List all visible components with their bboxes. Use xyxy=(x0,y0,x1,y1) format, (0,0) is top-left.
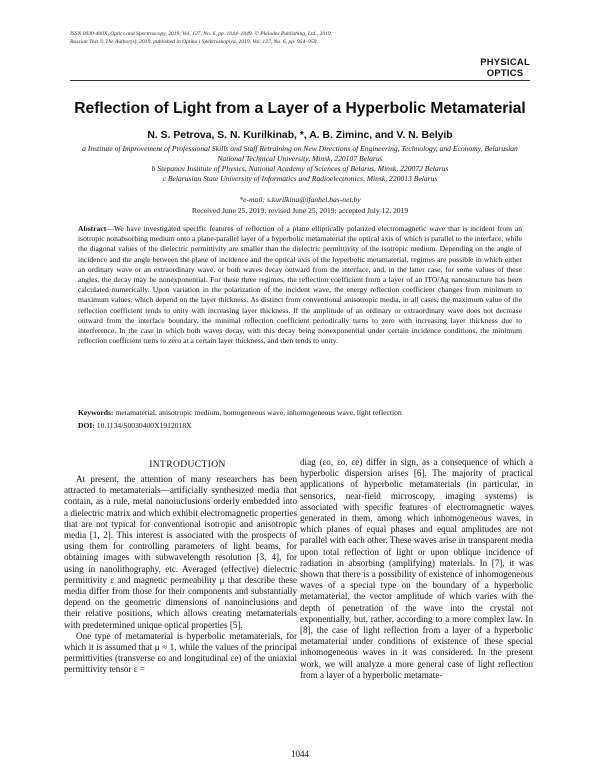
introduction-heading: INTRODUCTION xyxy=(149,460,226,470)
keywords xyxy=(78,408,522,418)
author-list: N. S. Petrova, S. N. Kurilkinab, *, A. B. Ziminc, and V. N. Belyib xyxy=(147,130,453,141)
col1-paragraph-1: At present, the attention of many researchers has been attracted to metamaterials—artificially synthesized media that contain, as a rule, metal nanoinclusions orderly embedded into a dielectric matrix and which exhibit electromagnetic properties that are not typical for conventional isotropic and anisotropic media [1, 2]. This interest is associated with the prospects of using them for controlling parameters of light beams, for obtaining images with subwavelength resolution [3, 4], for using in nanolithography, etc. Averaged (effective) dielectric permittivity ε and magnetic permeability μ that describe these media differ from those for their components and substantially depend on the geometric dimensions of nanoinclusions and their relative positions, which allows creating metamaterials with predetermined unique optical properties [5]. xyxy=(64,474,297,630)
paper-title: Reflection of Light from a Layer of a Hyperbolic Metamaterial xyxy=(74,100,526,117)
header-line-1: ISSN 0030-400X, Optics and Spectroscopy, 2019, Vol. 127, No. 6, pp. 1044–1049. © Pleiades Publishing, Ltd., 2019. xyxy=(70,31,333,37)
header-line-2: Russian Text © The Author(s), 2019, published in Optika i Spektroskopiya, 2019, Vol. 127, No. 6, pp. 954–959. xyxy=(70,39,318,45)
section-label xyxy=(480,56,530,78)
affiliation-c: c Belarusian State University of Informatics and Radioelectronics, Minsk, 220013 Belarus xyxy=(162,174,438,183)
keywords-label: Keywords: xyxy=(78,408,114,417)
affiliation-a: a Institute of Improvement of Professional Skills and Staff Retraining on New Directions of Engineering, Technology, and Economy, Belarusian National Technical University, Minsk, 220107 Belarus xyxy=(82,144,518,163)
col2-paragraph-1: diag (εo, εo, εe) differ in sign, as a consequence of which a hyperbolic dispersion arises [6]. The majority of practical applications of hyperbolic metamaterials (in particular, in sensorics, near-field microscopy, imaging systems) is associated with specific features of electromagnetic waves generated in them, among which inhomogeneous waves, in which planes of equal phases and equal amplitudes are not parallel with each other. These waves arise in transparent media upon total reflection of light or upon oblique incidence of radiation in absorbing (amplifying) materials. In [7], it was shown that there is a possibility of existence of inhomogeneous waves of a special type on the boundary of a hyperbolic metamaterial, the vector amplitude of which varies with the depth of penetration of the wave into the crystal not exponentially, but, rather, according to a more complex law. In [8], the case of light reflection from a layer of a hyperbolic metamaterial under conditions of existence of these special inhomogeneous waves in it was considered. In the present work, we will analyze a more general case of light reflection from a layer of a hyperbolic metamate- xyxy=(300,457,533,680)
contact-email: *e-mail: s.kurilkina@ifanbel.bas-net.by xyxy=(239,195,361,204)
right-column xyxy=(300,457,533,681)
doi-value: 10.1134/S0030400X1912018X xyxy=(96,421,192,430)
abstract xyxy=(78,224,522,346)
received-dates: Received June 25, 2019; revised June 25, 2019; accepted July 12, 2019 xyxy=(191,206,409,215)
affiliations xyxy=(70,144,530,184)
col1-paragraph-2: One type of metamaterial is hyperbolic metamaterials, for which it is assumed that μ ≈ 1, while the values of the principal permittivities (transverse εo and longitudinal εe) of the uniaxial permittivity tensor ε = xyxy=(64,630,297,675)
affiliation-b: b Stepanov Institute of Physics, National Academy of Sciences of Belarus, Minsk, 220072 Belarus xyxy=(151,164,449,173)
section-divider xyxy=(70,80,530,81)
doi xyxy=(78,421,522,430)
journal-header xyxy=(70,30,332,46)
section-line-2: OPTICS xyxy=(486,67,524,78)
left-column xyxy=(64,474,297,676)
page-number: 1044 xyxy=(291,749,309,759)
abstract-label: Abstract xyxy=(78,224,107,233)
section-line-1: PHYSICAL xyxy=(480,56,530,67)
abstract-text: —We have investigated specific features of reflection of a plane elliptically polarized electromagnetic wave that is incident from an isotropic nonabsorbing medium onto a plane-parallel layer of a hyperbolic metamaterial the optical axis of which is parallel to the interface, while the diagonal values of the dielectric permittivity are smaller than the dielectric permittivity of the isotropic medium. Depending on the angle of incidence and the angle between the plane of incidence and the optical axis of the hyperbolic metamaterial, regimes are possible in which either an ordinary wave or an extraordinary wave, or both waves decay outward from the interface, and, in the latter case, for some values of these angles, the decay may be nonexponential. For these three regimes, the reflection coefficient from a layer of an ITO/Ag nanostructure has been calculated numerically. Upon variation in the polarization of the incident wave, the energy reflection coefficient changes from minimum to maximum values, which depend on the layer thickness. As distinct from conventional anisotropic media, in all cases, the maximum value of the reflection coefficient tends to unity with increasing layer thickness. If the amplitude of an ordinary or extraordinary wave does not decrease outward from the interface boundary, the minimal reflection coefficient periodically turns to zero with increasing layer thickness due to interference. In the case in which both waves decay, with this decay being nonexponential under certain incidence conditions, the minimum reflection coefficient turns to zero at a certain layer thickness, and then tends to unity. xyxy=(78,224,522,346)
doi-label: DOI: xyxy=(78,421,95,430)
keywords-text: metamaterial, anisotropic medium, homogeneous wave, inhomogeneous wave, light reflection xyxy=(115,408,402,417)
